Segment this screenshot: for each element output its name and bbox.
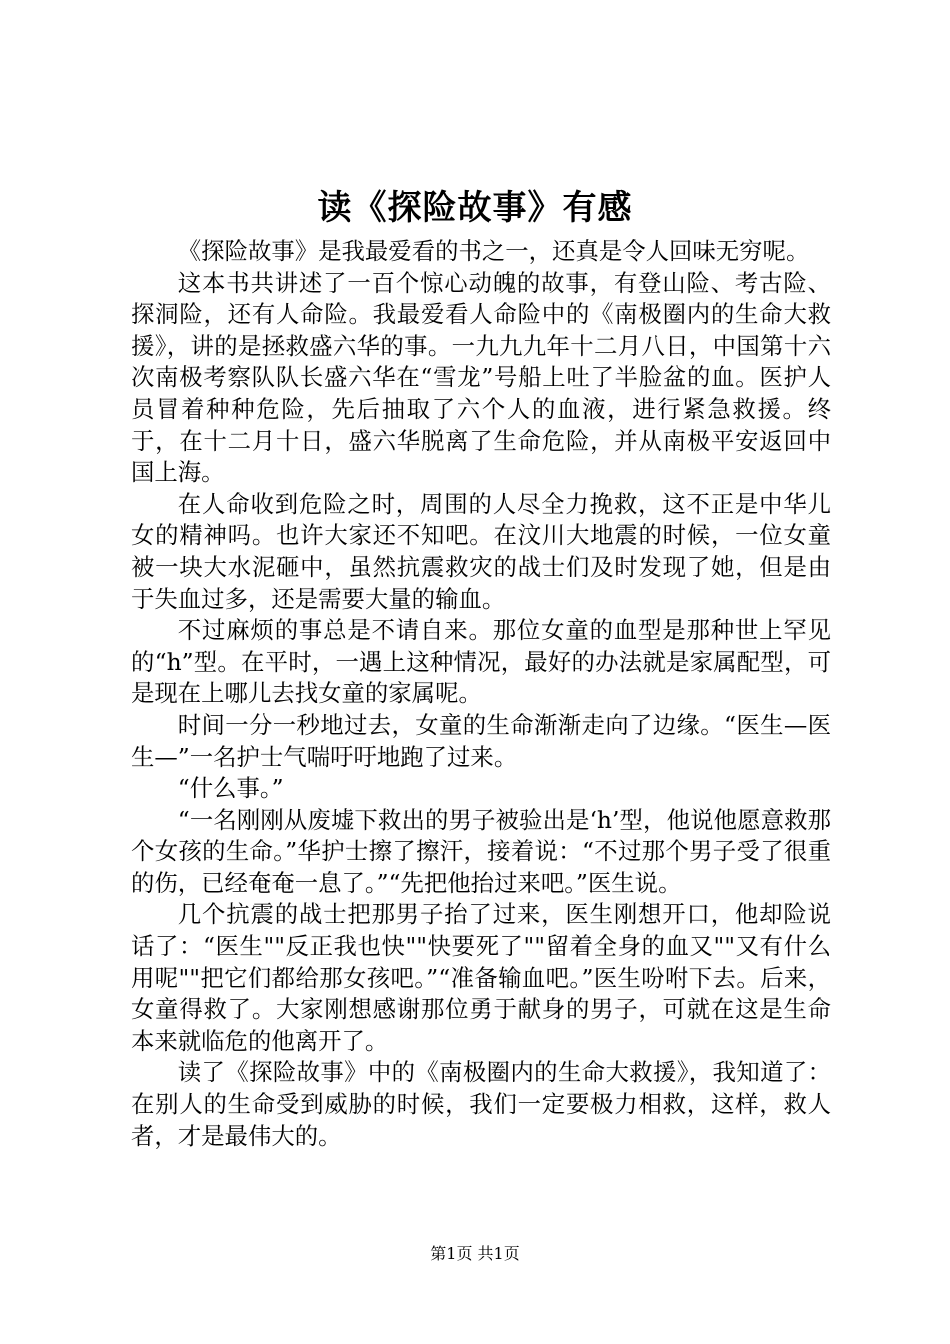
- paragraph: 在人命收到危险之时，周围的人尽全力挽救，这不正是中华儿女的精神吗。也许大家还不知吧。在汶川大地震的时候，一位女童被一块大水泥砸中，虽然抗震救灾的战士们及时发现了她，但是由于失血过多，还是需要大量的输血。: [131, 489, 831, 613]
- paragraph: 时间一分一秒地过去，女童的生命渐渐走向了边缘。“医生—医生—”一名护士气喘吁吁地跑了过来。: [131, 710, 831, 771]
- paragraph: 读了《探险故事》中的《南极圈内的生命大救援》，我知道了：在别人的生命受到威胁的时候，我们一定要极力相救，这样，救人者，才是最伟大的。: [131, 1058, 831, 1150]
- page-title: 读《探险故事》有感: [317, 188, 633, 228]
- paragraph: “一名刚刚从废墟下救出的男子被验出是‘h’型，他说他愿意救那个女孩的生命。”华护士擦了擦汗，接着说：“不过那个男子受了很重的伤，已经奄奄一息了。”“先把他抬过来吧。”医生说。: [131, 805, 831, 897]
- paragraph: 这本书共讲述了一百个惊心动魄的故事，有登山险、考古险、探洞险，还有人命险。我最爱看人命险中的《南极圈内的生命大救援》，讲的是拯救盛六华的事。一九九九年十二月八日，中国第十六次南极考察队队长盛六华在“雪龙”号船上吐了半脸盆的血。医护人员冒着种种危险，先后抽取了六个人的血液，进行紧急救援。终于，在十二月十日，盛六华脱离了生命危险，并从南极平安返回中国上海。: [131, 268, 831, 487]
- document-body: [131, 236, 831, 1152]
- paragraph: “什么事。”: [177, 774, 284, 803]
- page-footer: 第1页 共1页: [430, 1244, 520, 1263]
- paragraph: 几个抗震的战士把那男子抬了过来，医生刚想开口，他却险说话了：“医生""反正我也快""快要死了""留着全身的血又""又有什么用呢""把它们都给那女孩吧。”“准备输血吧。”医生吩咐下去。后来，女童得救了。大家刚想感谢那位勇于献身的男子，可就在这是生命本来就临危的他离开了。: [131, 900, 831, 1055]
- paragraph: 《探险故事》是我最爱看的书之一，还真是令人回味无穷呢。: [177, 237, 810, 265]
- paragraph: 不过麻烦的事总是不请自来。那位女童的血型是那种世上罕见的“h”型。在平时，一遇上这种情况，最好的办法就是家属配型，可是现在上哪儿去找女童的家属呢。: [131, 616, 831, 708]
